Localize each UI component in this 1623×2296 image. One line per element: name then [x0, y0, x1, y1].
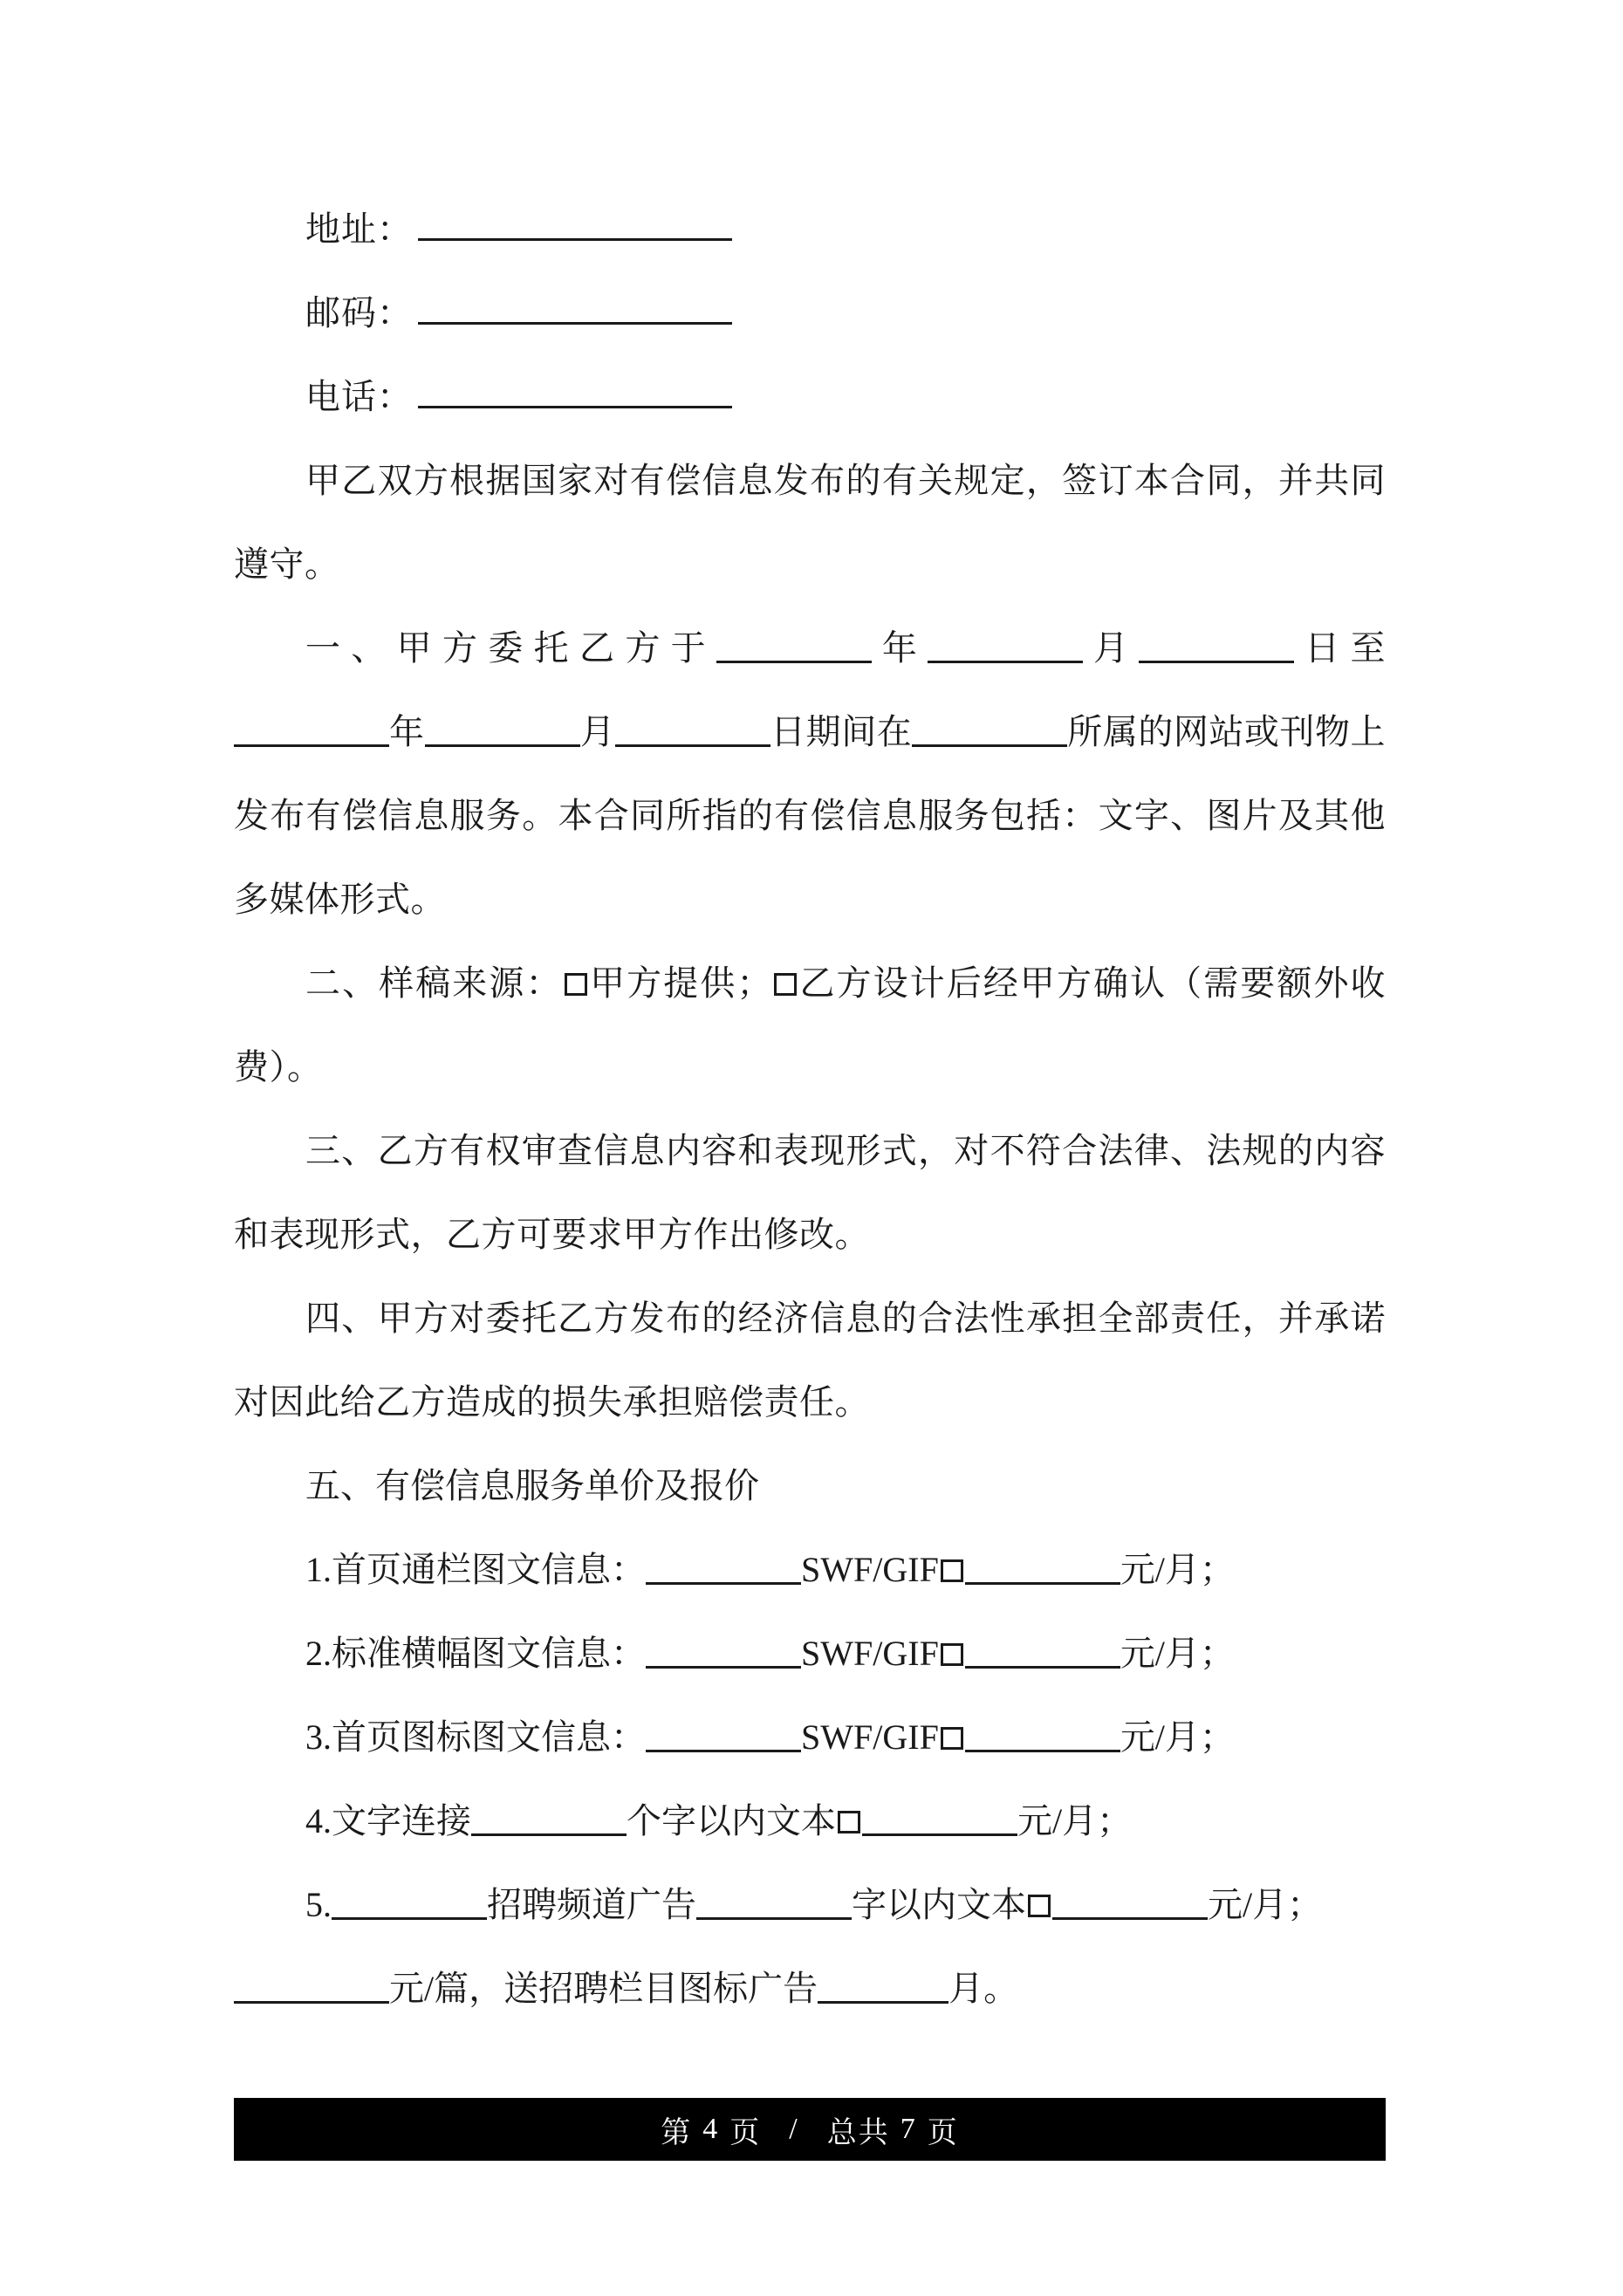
preamble-paragraph: 甲乙双方根据国家对有偿信息发布的有关规定，签订本合同，并共同遵守。: [234, 461, 1386, 584]
price-item-2-blank-b[interactable]: [965, 1640, 1120, 1669]
price-item-5-number: 5.: [305, 1885, 332, 1924]
clause-one-text-2: 年: [872, 628, 928, 668]
clause-one-day-start-blank[interactable]: [1139, 634, 1294, 663]
clause-three-marker: 三、: [305, 1131, 378, 1170]
price-item-4-number: 4.: [305, 1801, 332, 1840]
price-item-5-blank-a[interactable]: [332, 1891, 487, 1920]
phone-blank[interactable]: [418, 376, 732, 408]
address-blank[interactable]: [418, 209, 732, 241]
clause-one-month-start-blank[interactable]: [928, 634, 1083, 663]
price-item-1-unit: 元/月；: [1120, 1550, 1235, 1589]
price-item-3-label: 首页图标图文信息：: [332, 1717, 646, 1757]
clause-one-text-5: 年: [389, 712, 425, 751]
field-row-phone: [234, 355, 1386, 439]
price-item-5: [234, 1863, 1386, 2031]
price-item-1-blank-a[interactable]: [646, 1556, 801, 1585]
clause-one-year-end-blank[interactable]: [234, 718, 389, 747]
checkbox-price-item-3[interactable]: [941, 1727, 963, 1750]
price-item-2-number: 2.: [305, 1634, 332, 1673]
price-item-5-text-4: 元/篇，送招聘栏目图标广告: [389, 1969, 818, 2008]
clause-one-owner-blank[interactable]: [912, 718, 1067, 747]
footer-total-pages: 7: [900, 2113, 917, 2145]
price-item-3: [234, 1696, 1386, 1779]
clause-three-text: 乙方有权审查信息内容和表现形式，对不符合法律、法规的内容和表现形式，乙方可要求甲方作出修改。: [234, 1131, 1387, 1254]
price-item-1: [234, 1528, 1386, 1612]
price-item-2-format: SWF/GIF: [801, 1634, 939, 1673]
clause-one-month-end-blank[interactable]: [425, 718, 580, 747]
clause-four-paragraph: [234, 1277, 1386, 1444]
checkbox-price-item-1[interactable]: [941, 1559, 963, 1582]
clause-two-marker: 二、: [305, 963, 380, 1003]
price-item-2-blank-a[interactable]: [646, 1640, 801, 1669]
field-row-address: [234, 188, 1386, 271]
postcode-label: 邮码：: [305, 293, 413, 332]
footer-current-page: 4: [702, 2113, 720, 2145]
clause-five-marker: 五、: [305, 1466, 375, 1505]
clause-one-text-6: 月: [579, 712, 616, 751]
footer-page-unit: 页: [729, 2116, 762, 2149]
price-item-3-blank-a[interactable]: [646, 1724, 801, 1752]
clause-two-text-1: 样稿来源：: [379, 963, 563, 1003]
checkbox-party-b-designs[interactable]: [774, 973, 797, 996]
clause-one-year-start-blank[interactable]: [716, 634, 872, 663]
clause-one-paragraph: [234, 607, 1386, 942]
price-item-5-blank-c[interactable]: [1052, 1891, 1208, 1920]
price-item-5-blank-d[interactable]: [234, 1975, 389, 2004]
clause-two-paragraph: [234, 942, 1386, 1109]
clause-two-text-2: 甲方提供；: [588, 963, 772, 1003]
clause-one-day-end-blank[interactable]: [615, 718, 770, 747]
price-item-1-label: 首页通栏图文信息：: [332, 1550, 646, 1589]
price-item-4-mid: 个字以内文本: [627, 1801, 836, 1840]
clause-five-heading-text: 有偿信息服务单价及报价: [375, 1466, 759, 1505]
checkbox-price-item-4[interactable]: [838, 1811, 860, 1833]
clause-three-paragraph: [234, 1109, 1386, 1277]
clause-four-text: 甲方对委托乙方发布的经济信息的合法性承担全部责任，并承诺对因此给乙方造成的损失承担赔偿责任。: [234, 1299, 1387, 1422]
price-item-4-label: 文字连接: [332, 1801, 471, 1840]
price-item-5-text-5: 月。: [948, 1969, 1019, 2008]
clause-one-marker: 一、: [305, 628, 397, 668]
field-row-postcode: [234, 271, 1386, 355]
price-item-3-blank-b[interactable]: [965, 1724, 1120, 1752]
price-item-5-text-3: 元/月；: [1208, 1885, 1323, 1924]
clause-four-marker: 四、: [305, 1299, 378, 1338]
price-item-1-blank-b[interactable]: [965, 1556, 1120, 1585]
checkbox-price-item-2[interactable]: [941, 1643, 963, 1666]
address-label: 地址：: [305, 209, 413, 249]
price-item-5-text-2: 字以内文本: [852, 1885, 1026, 1924]
clause-one-text-4: 日至: [1294, 628, 1387, 668]
clause-two-text-3: 乙方设计后经甲方确认（需要额外收费）。: [234, 963, 1387, 1086]
price-item-1-number: 1.: [305, 1550, 332, 1589]
price-item-4-blank-a[interactable]: [471, 1807, 627, 1836]
price-item-1-format: SWF/GIF: [801, 1550, 939, 1589]
footer-prefix: 第: [661, 2116, 693, 2149]
price-item-5-text-1: 招聘频道广告: [487, 1885, 696, 1924]
phone-label: 电话：: [305, 377, 413, 416]
price-item-4-unit: 元/月；: [1017, 1801, 1133, 1840]
price-item-3-number: 3.: [305, 1717, 332, 1757]
price-item-4: [234, 1779, 1386, 1863]
postcode-blank[interactable]: [418, 292, 732, 325]
checkbox-party-a-provides[interactable]: [565, 973, 587, 996]
footer-total-prefix: 总共: [826, 2116, 890, 2149]
price-item-5-blank-e[interactable]: [818, 1975, 948, 2004]
clause-five-heading: [234, 1444, 1386, 1528]
price-item-2: [234, 1612, 1386, 1696]
footer-total-unit: 页: [927, 2116, 959, 2149]
footer-separator: /: [789, 2113, 799, 2145]
document-body: [234, 188, 1386, 2031]
page-footer-bar: [234, 2098, 1386, 2161]
price-item-5-blank-b[interactable]: [696, 1891, 852, 1920]
clause-one-text-7: 日期间在: [770, 712, 913, 751]
clause-one-text-1: 甲方委托乙方于: [396, 628, 717, 668]
price-item-2-unit: 元/月；: [1120, 1634, 1235, 1673]
price-item-2-label: 标准横幅图文信息：: [332, 1634, 646, 1673]
price-item-3-format: SWF/GIF: [801, 1717, 939, 1757]
clause-one-text-8: 所属的网站或刊物上发布有偿信息服务。本合同所指的有偿信息服务包括：文字、图片及其他多媒体形式。: [234, 712, 1387, 919]
price-item-3-unit: 元/月；: [1120, 1717, 1235, 1757]
checkbox-price-item-5[interactable]: [1028, 1895, 1051, 1917]
clause-one-text-3: 月: [1083, 628, 1140, 668]
price-item-4-blank-b[interactable]: [862, 1807, 1017, 1836]
